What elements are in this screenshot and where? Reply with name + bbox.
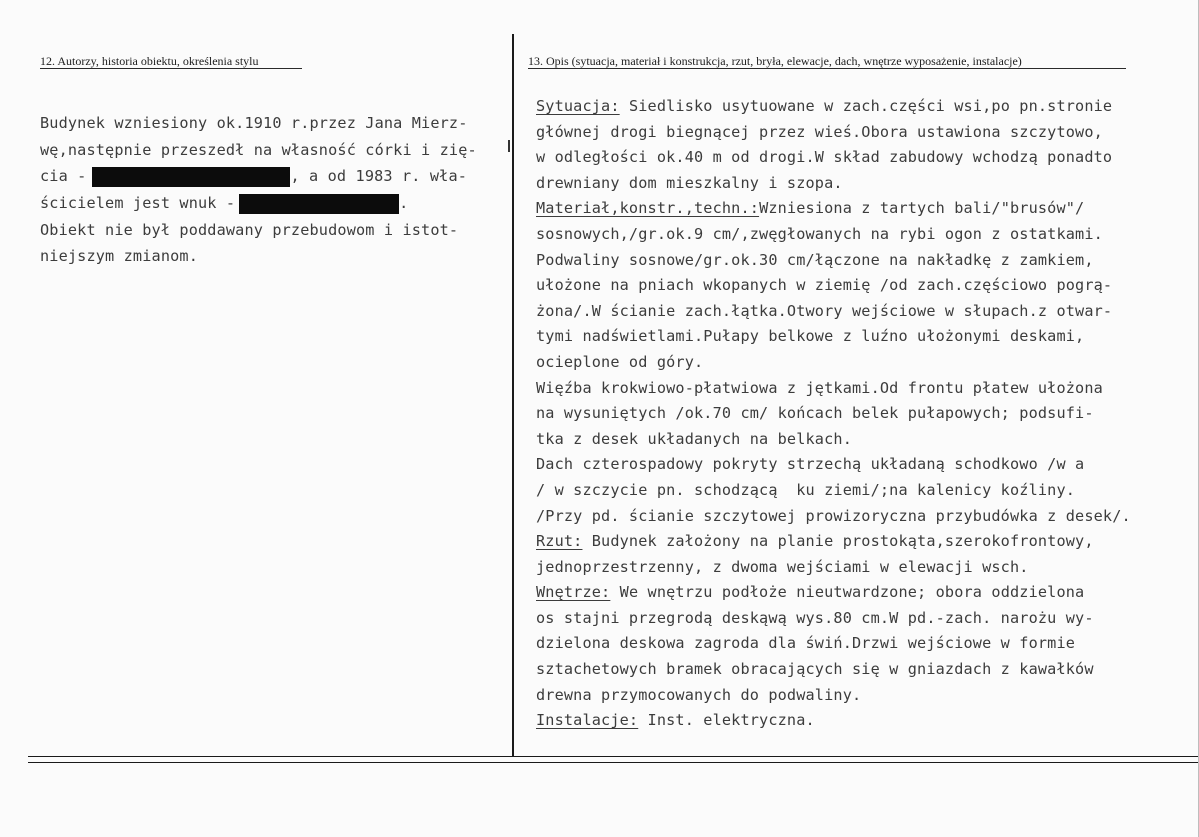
text-line: Więźba krokwiowo-płatwiowa z jętkami.Od frontu płatew ułożona: [536, 378, 1103, 397]
text-line: dzielona deskowa zagroda dla świń.Drzwi wejściowe w formie: [536, 634, 1076, 653]
text-line: [536, 196, 1196, 222]
section-13-header-underline: [528, 68, 1126, 69]
text-line: sztachetowych bramek obracających się w gniazdach z kawałków: [536, 660, 1094, 679]
text-line: ułożone na pniach wkopanych w ziemię /od zach.częściowo pogrą-: [536, 276, 1113, 295]
text-fragment: cia -: [40, 167, 87, 186]
text-fragment: Wzniesiona z tartych bali/"brusów"/: [759, 199, 1085, 218]
text-line: tymi nadświetlami.Pułapy belkowe z luźno ułożonymi deskami,: [536, 327, 1085, 346]
column-divider: [512, 34, 514, 756]
sytuacja-label: Sytuacja:: [536, 97, 620, 115]
text-line: [40, 190, 510, 217]
text-line: Podwaliny sosnowe/gr.ok.30 cm/łączone na nakładkę z zamkiem,: [536, 250, 1094, 269]
text-line: Obiekt nie był poddawany przebudowom i istot-: [40, 220, 459, 239]
text-line: [536, 94, 1196, 120]
text-fragment: .: [399, 194, 409, 213]
text-fragment: ścicielem jest wnuk -: [40, 194, 236, 213]
text-line: [536, 580, 1196, 606]
text-line: głównej drogi biegnącej przez wieś.Obora ustawiona szczytowo,: [536, 122, 1103, 141]
text-fragment: , a od 1983 r. wła-: [290, 167, 468, 186]
section-12-header: 12. Autorzy, historia obiektu, określenia stylu: [40, 54, 259, 68]
text-fragment: Budynek założony na planie prostokąta,szerokofrontowy,: [582, 532, 1094, 551]
redaction-bar: [92, 167, 290, 187]
footer-rule-top: [28, 756, 1198, 757]
section-13-text: [536, 94, 1196, 734]
text-fragment: Siedlisko usytuowane w zach.części wsi,po pn.stronie: [619, 97, 1113, 115]
text-line: żona/.W ścianie zach.łątka.Otwory wejściowe w słupach.z otwar-: [536, 301, 1113, 320]
text-line: jednoprzestrzenny, z dwoma wejściami w elewacji wsch.: [536, 557, 1029, 576]
wnetrze-label: Wnętrze:: [536, 583, 611, 602]
instalacje-label: Instalacje:: [536, 711, 639, 730]
material-label: Materiał,konstr.,techn.:: [536, 199, 760, 218]
section-12-text: [40, 110, 510, 270]
text-line: os stajni przegrodą deskąwą wys.80 cm.W pd.-zach. narożu wy-: [536, 608, 1094, 627]
text-line: Budynek wzniesiony ok.1910 r.przez Jana Mierz-: [40, 114, 468, 132]
text-line: tka z desek układanych na belkach.: [536, 429, 852, 448]
text-line: [536, 708, 1196, 734]
text-line: /Przy pd. ścianie szczytowej prowizoryczna przybudówka z desek/.: [536, 506, 1131, 525]
footer-rule-bottom: [28, 762, 1198, 763]
text-line: [536, 529, 1196, 555]
redaction-bar: [239, 194, 399, 214]
rzut-label: Rzut:: [536, 532, 583, 551]
text-line: drewna przymocowanych do podwaliny.: [536, 685, 862, 704]
text-line: w odległości ok.40 m od drogi.W skład zabudowy wchodzą ponadto: [536, 148, 1113, 167]
text-line: niejszym zmianom.: [40, 247, 198, 266]
text-line: ocieplone od góry.: [536, 352, 704, 371]
text-line: sosnowych,/gr.ok.9 cm/,zwęgłowanych na rybi ogon z ostatkami.: [536, 224, 1103, 243]
text-fragment: Inst. elektryczna.: [638, 711, 815, 730]
text-line: drewniany dom mieszkalny i szopa.: [536, 173, 843, 192]
text-line: / w szczycie pn. schodzącą ku ziemi/;na kalenicy koźliny.: [536, 480, 1076, 499]
text-fragment: We wnętrzu podłoże nieutwardzone; obora oddzielona: [610, 583, 1085, 602]
text-line: wę,następnie przeszedł na własność córki i zię-: [40, 140, 477, 159]
text-line: na wysuniętych /ok.70 cm/ końcach belek pułapowych; podsufi-: [536, 404, 1094, 423]
section-13-header: 13. Opis (sytuacja, materiał i konstrukcja, rzut, bryła, elewacje, dach, wnętrze wyposażenie, instalacje): [528, 54, 1022, 68]
section-12-header-underline: [40, 68, 302, 69]
text-line: Dach czterospadowy pokryty strzechą układaną schodkowo /w a: [536, 455, 1085, 474]
text-line: [40, 163, 510, 190]
